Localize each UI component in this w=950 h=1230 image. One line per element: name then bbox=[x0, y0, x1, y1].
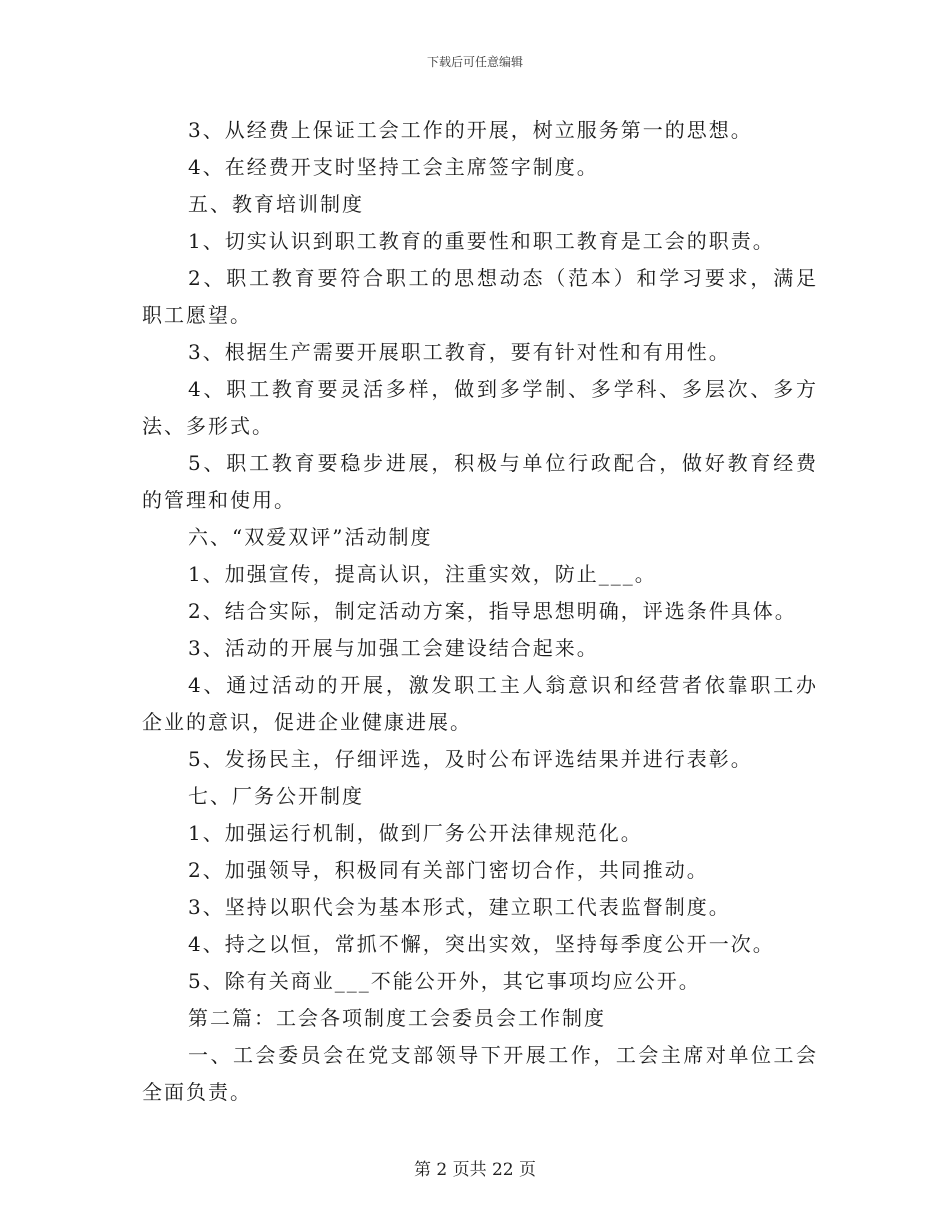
paragraph: 3、根据生产需要开展职工教育，要有针对性和有用性。 bbox=[188, 340, 731, 364]
paragraph: 1、加强宣传，提高认识，注重实效，防止___。 bbox=[188, 562, 657, 586]
page-number-footer: 第 2 页共 22 页 bbox=[413, 1160, 537, 1180]
paragraph: 4、职工教育要灵活多样，做到多学制、多学科、多层次、多方法、多形式。 bbox=[142, 377, 818, 438]
paragraph: 2、加强领导，积极同有关部门密切合作，共同推动。 bbox=[188, 858, 709, 882]
paragraph: 4、持之以恒，常抓不懈，突出实效，坚持每季度公开一次。 bbox=[188, 932, 775, 956]
paragraph: 4、在经费开支时坚持工会主席签字制度。 bbox=[188, 155, 599, 179]
paragraph: 5、发扬民主，仔细评选，及时公布评选结果并进行表彰。 bbox=[188, 747, 753, 771]
section-heading: 五、教育培训制度 bbox=[188, 192, 364, 216]
section-heading: 七、厂务公开制度 bbox=[188, 784, 364, 808]
paragraph: 1、切实认识到职工教育的重要性和职工教育是工会的职责。 bbox=[188, 229, 775, 253]
paragraph: 1、加强运行机制，做到厂务公开法律规范化。 bbox=[188, 821, 643, 845]
paragraph: 5、职工教育要稳步进展，积极与单位行政配合，做好教育经费的管理和使用。 bbox=[142, 451, 818, 512]
chapter-heading: 第二篇：工会各项制度工会委员会工作制度 bbox=[188, 1006, 606, 1030]
document-body bbox=[142, 112, 818, 1111]
section-heading: 六、“双爱双评”活动制度 bbox=[188, 525, 433, 549]
paragraph: 2、职工教育要符合职工的思想动态（范本）和学习要求，满足职工愿望。 bbox=[142, 266, 818, 327]
paragraph: 3、坚持以职代会为基本形式，建立职工代表监督制度。 bbox=[188, 895, 731, 919]
paragraph: 3、从经费上保证工会工作的开展，树立服务第一的思想。 bbox=[188, 118, 753, 142]
paragraph: 2、结合实际，制定活动方案，指导思想明确，评选条件具体。 bbox=[188, 599, 797, 623]
paragraph: 一、工会委员会在党支部领导下开展工作，工会主席对单位工会全面负责。 bbox=[142, 1043, 818, 1104]
paragraph: 3、活动的开展与加强工会建设结合起来。 bbox=[188, 636, 599, 660]
page-header-note: 下载后可任意编辑 bbox=[426, 55, 523, 69]
paragraph: 5、除有关商业___不能公开外，其它事项均应公开。 bbox=[188, 969, 701, 993]
paragraph: 4、通过活动的开展，激发职工主人翁意识和经营者依靠职工办企业的意识，促进企业健康进展。 bbox=[142, 673, 818, 734]
